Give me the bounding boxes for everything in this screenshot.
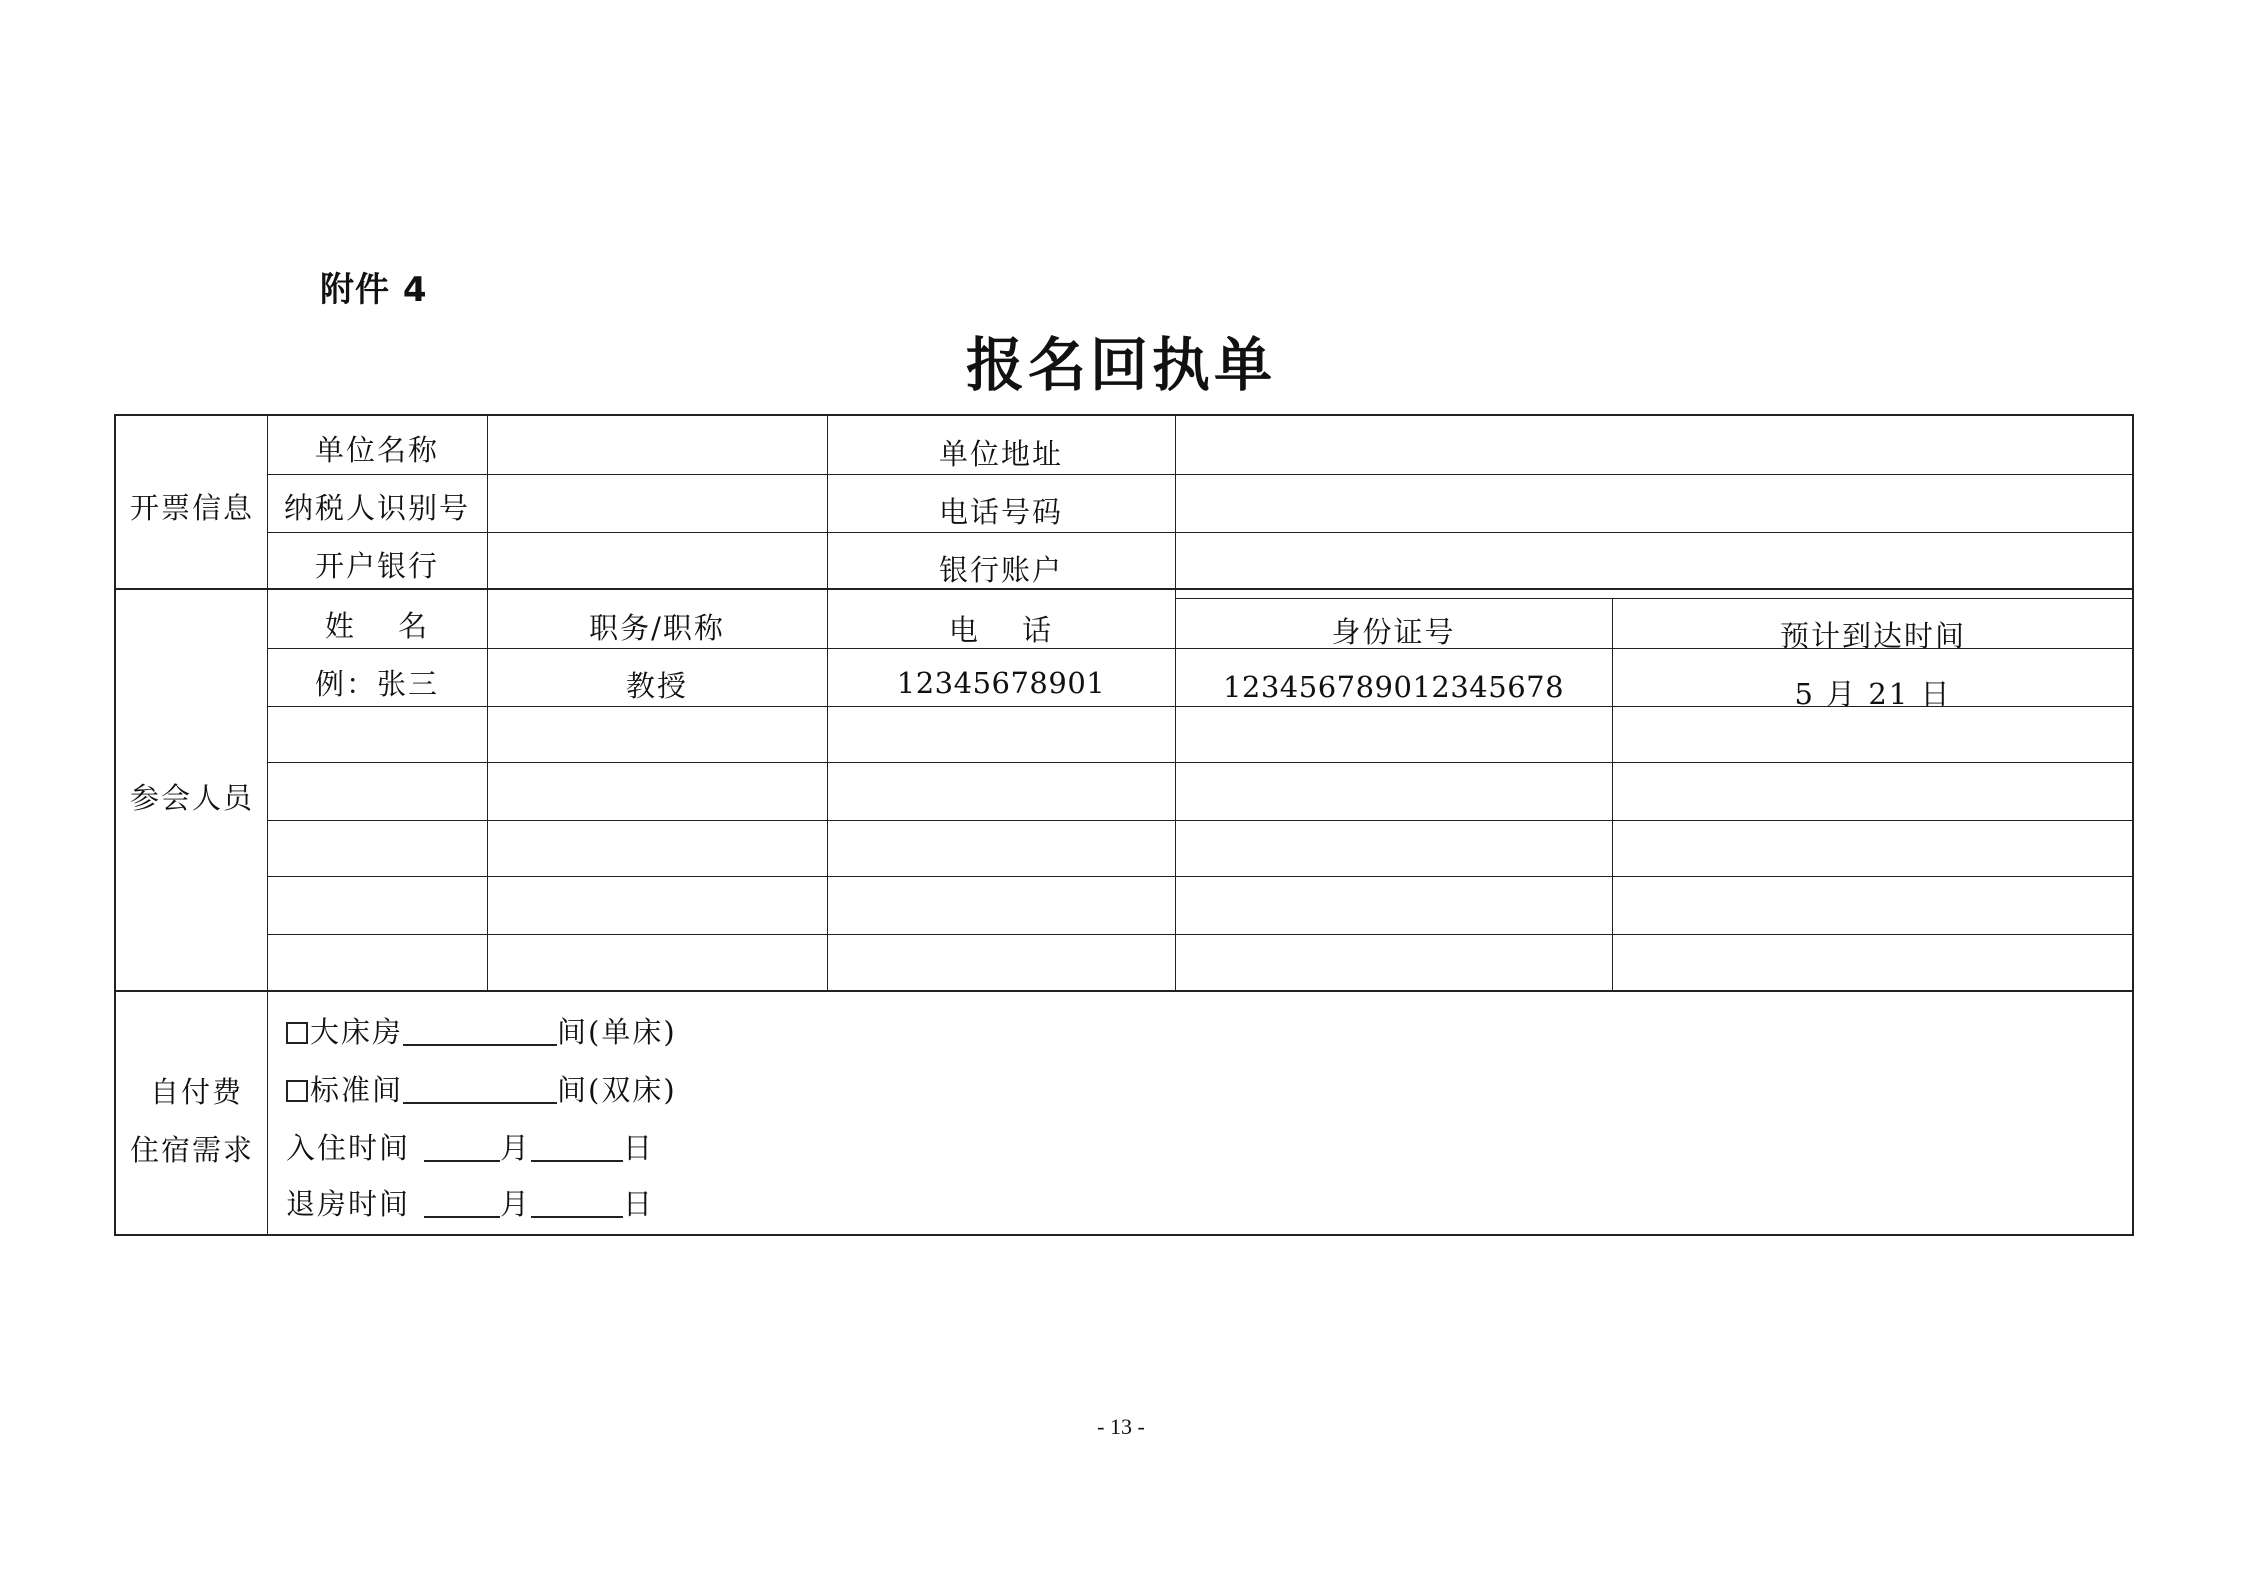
grid-line <box>267 934 2134 935</box>
king-room-count-blank[interactable] <box>403 1018 557 1046</box>
grid-line <box>267 820 2134 821</box>
example-arrival-time: 5 月 21 日 <box>1794 677 1952 711</box>
taxpayer-id-label: 纳税人识别号 <box>283 491 470 525</box>
checkout-label: 退房时间 <box>286 1187 411 1221</box>
bank-account-label: 银行账户 <box>938 553 1063 587</box>
header-id-number: 身份证号 <box>1331 615 1456 649</box>
header-phone: 电 话 <box>948 613 1054 647</box>
unit-address-label: 单位地址 <box>938 437 1063 471</box>
checkout-day-blank[interactable] <box>531 1190 623 1218</box>
checkout-month-blank[interactable] <box>424 1190 500 1218</box>
grid-line <box>267 532 2134 533</box>
grid-line <box>267 876 2134 877</box>
checkout-line <box>286 1182 654 1223</box>
checkin-day-label: 日 <box>623 1131 655 1165</box>
grid-line <box>1175 598 2134 599</box>
standard-room-label: 标准间 <box>310 1073 404 1107</box>
grid-line <box>267 762 2134 763</box>
checkin-month-label: 月 <box>500 1131 532 1165</box>
lodging-section-label-line1: 自付费 <box>150 1075 244 1109</box>
king-room-checkbox[interactable] <box>286 1022 308 1044</box>
standard-room-line <box>286 1068 677 1109</box>
grid-line <box>267 416 268 1236</box>
example-id-number: 123456789012345678 <box>1222 670 1565 704</box>
standard-room-count-blank[interactable] <box>403 1076 557 1104</box>
standard-room-checkbox[interactable] <box>286 1080 308 1102</box>
king-room-suffix: 间(单床) <box>557 1015 677 1049</box>
example-phone: 12345678901 <box>896 666 1106 700</box>
checkout-month-label: 月 <box>500 1187 532 1221</box>
invoice-section-label: 开票信息 <box>130 491 255 525</box>
grid-line <box>267 474 2134 475</box>
attendees-section-label: 参会人员 <box>130 781 255 815</box>
bank-label: 开户银行 <box>314 549 439 583</box>
unit-name-label: 单位名称 <box>314 433 439 467</box>
phone-number-label: 电话号码 <box>938 495 1063 529</box>
standard-room-suffix: 间(双床) <box>557 1073 677 1107</box>
example-position: 教授 <box>625 669 688 703</box>
king-room-label: 大床房 <box>310 1015 404 1049</box>
checkout-day-label: 日 <box>623 1187 655 1221</box>
checkin-line <box>286 1126 654 1167</box>
page-number: - 13 - <box>1097 1414 1145 1439</box>
example-name: 例：张三 <box>314 667 439 701</box>
section-divider <box>116 990 2134 992</box>
checkin-month-blank[interactable] <box>424 1134 500 1162</box>
registration-form-table <box>114 414 2134 1236</box>
attachment-label: 附件 4 <box>320 270 428 310</box>
checkin-label: 入住时间 <box>286 1131 411 1165</box>
lodging-section-label-line2: 住宿需求 <box>130 1133 255 1167</box>
checkin-day-blank[interactable] <box>531 1134 623 1162</box>
header-arrival-time: 预计到达时间 <box>1779 619 1966 653</box>
header-name: 姓 名 <box>324 609 430 643</box>
page-title: 报名回执单 <box>965 331 1276 399</box>
header-position: 职务/职称 <box>589 611 725 645</box>
grid-line <box>1612 598 1613 990</box>
king-room-line <box>286 1010 677 1051</box>
